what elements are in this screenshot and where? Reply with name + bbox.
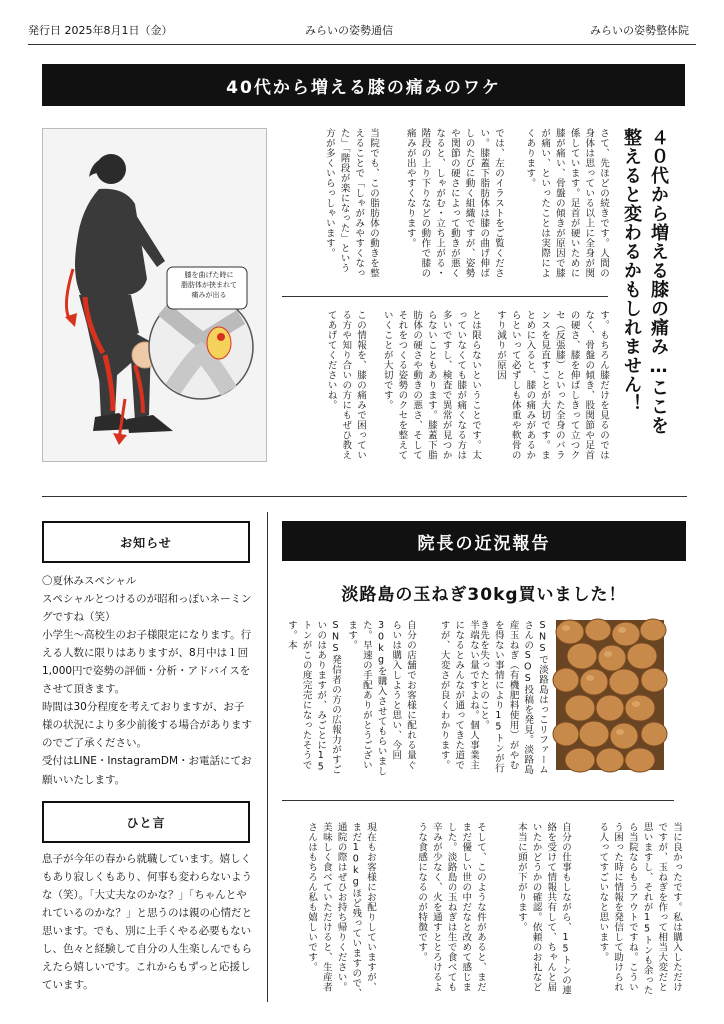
notice-paragraph: 時間は30分程度を考えておりますが、お子様の状況により多少前後する場合がありますのでご了承ください。 <box>42 701 252 750</box>
notice-title-box: お知らせ <box>42 521 250 563</box>
knee-illustration <box>42 128 267 462</box>
notice-body <box>42 572 252 789</box>
clinic-name: みらいの姿勢整体院 <box>590 24 689 37</box>
notice-paragraph: 〇夏休みスペシャル <box>42 575 137 587</box>
director-col4-top: SNS発信者の方の広報力がすごいのはありますが、みごとに15トンがこの度完売になったそうです。本 <box>285 620 341 775</box>
feature-headline <box>618 128 672 468</box>
caption-line-2: 脂肪体が挟まれて <box>181 281 237 290</box>
director-col1-bottom: 当に良かったです。私は購入しただけですが、玉ねぎを作って相当大変だと思いますし、それが15トンも余ったら当院ならもうアウトですね。こういう困った時に情報を発信して助けられる人ってすごいなと思います。 <box>597 822 682 995</box>
director-banner: 院長の近況報告 <box>282 521 686 561</box>
caption-line-1: 膝を曲げた時に <box>184 271 234 279</box>
feature-headline-line-1: ４０代から増える膝の痛み…ここを <box>648 128 669 435</box>
notice-paragraph: スペシャルとつけるのが昭和っぽいネーミングですね（笑） <box>42 593 252 624</box>
director-headline: 淡路島の玉ねぎ30kg買いました！ <box>341 585 627 605</box>
notice-paragraph: 小学生～高校生のお子様限定になります。行える人数に限りはありますが、8月中は１回1,000円で姿勢の評価・分析・アドバイスをさせて頂きます。 <box>42 629 252 696</box>
director-col1-top: SNSで淡路島はっこリファームさんのSOS投稿を発見。淡路島産玉ねぎ（有機肥料使用）がやむを得ない事情により15トンが行き先を失ったとのこと。 <box>478 620 548 775</box>
onion-pile-photo <box>556 620 664 770</box>
issue-date: 発行日 2025年8月1日（金） <box>28 24 173 37</box>
feature-col3-bottom: この情報を、膝の痛みで困っている方や知り合いの方にもぜひ教えてあげてくださいね。 <box>325 310 366 460</box>
feature-col1-bottom: す。もちろん膝だけを見るのではなく、骨盤の傾き、股関節や足首の硬さ、膝を伸ばしきって立つクセ（反張膝）といった全身のバランスを見直すことが大切です。まとめに入ると、膝の痛みがあるからといって必ずしも体重や軟骨のすり減りが原因 <box>494 310 609 460</box>
director-col2-bottom: 自分の仕事もしながら、15トンの連絡を受けて情報共有して、ちゃんと届いたかどうかの確認。依頼のお礼など本当に頭が下がります。 <box>515 822 571 995</box>
feature-banner: 40代から増える膝の痛みのワケ <box>42 64 685 106</box>
director-col3-bottom: そして、このような件があると、まだまだ優しい世の中だなと改めて感じました。淡路島の玉ねぎは生で食べても辛みが少なく、火を通すととろけるような食感になるのが特徴です。 <box>416 822 486 992</box>
hitokoto-title-box: ひと言 <box>42 801 250 843</box>
director-col3-top: 自分の店舗でお客様に配れる量ぐらいは購入しようと思い、今回30kgを購入させてもらいました。早速の手配ありがとうございます。 <box>346 620 416 776</box>
director-column-divider <box>282 800 674 801</box>
director-col4-bottom: 現在もお客様にお配りしていますが、まだ10kgほど残っていますので、通院の際はぜひお持ち帰りください。美味しく食べていただけると、生産者さんはもちろん私も嬉しいです。 <box>306 822 376 998</box>
caption-line-3: 痛みが出る <box>191 291 227 300</box>
feature-col2-bottom: とは限らないということです。太っていなくても膝が痛くなる方は多いですし、検査で異常が見つからないこともあります。膝蓋下脂肪体の硬さや動きの悪さ、そしてそれをつくる姿勢のクセを整えていくことが大切です。 <box>381 310 481 460</box>
feature-col3-top: 当院でも、この脂肪体の動きを整えることで「しゃがみやすくなった」「階段が楽になった」という方が多くいらっしゃいます。 <box>323 128 379 278</box>
feature-col2-top: では、左のイラストをご覧ください。膝蓋下脂肪体は膝の曲げ伸ばしのたびに動く組織ですが、姿勢や関節の硬さによって動きが悪くなると、しゃがむ・立ち上がる・階段の上り下りなどの動作で膝の痛みが出やすくなります。 <box>404 128 504 278</box>
hitokoto-body: 息子が今年の春から就職しています。嬉しくもあり寂しくもあり、何事も変わらないような（笑）。「大丈夫なのかな？」「ちゃんとやれているのかな？」と思うのは親の心情だと思います。でも、別に上手くやる必要もないし、色々と経験して自分の人生楽しんでもらえたら嬉しいです。これからもずっと応援しています。 <box>42 853 252 992</box>
director-col2-top: 半端ない量ですよね。個人事業主になるとみんなが通ってきた道ですが、大変さが良くわかります。 <box>438 620 479 770</box>
vertical-divider <box>267 512 268 1002</box>
feature-headline-line-2: 整えると変わるかもしれません！ <box>621 128 642 413</box>
illustration-caption <box>171 270 247 300</box>
feature-column-divider <box>282 296 608 297</box>
newsletter-title: みらいの姿勢通信 <box>305 24 393 37</box>
section-divider <box>42 496 687 497</box>
header-divider <box>28 44 696 45</box>
notice-paragraph: 受付はLINE・InstagramDM・お電話にてお願いいたします。 <box>42 755 252 786</box>
feature-col1-top: さて、先ほどの続きです。人間の身体は思っている以上に全身が関係しています。足首が硬いために膝が痛い、骨盤の傾きが原因で膝が痛い、といったことは実際によくあります。 <box>524 128 609 278</box>
